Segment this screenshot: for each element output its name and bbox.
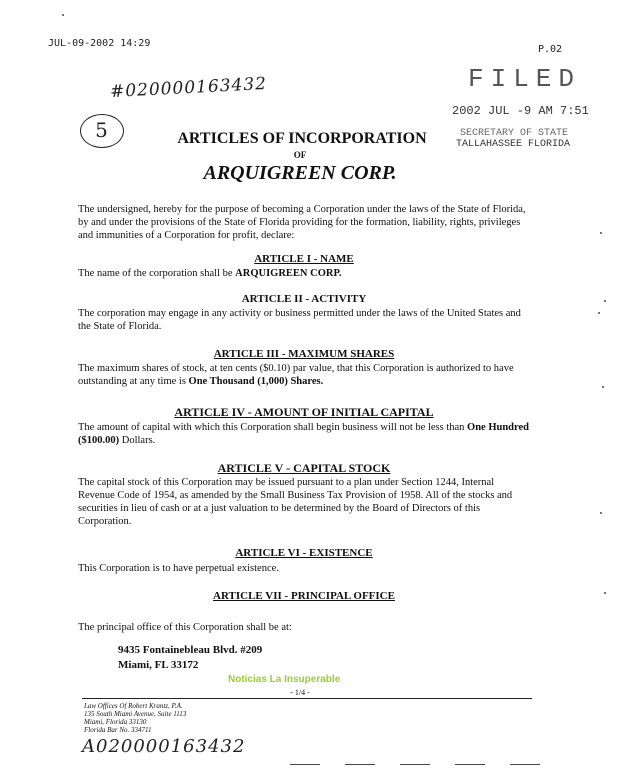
article-3-text <box>78 362 530 388</box>
scan-speck <box>604 592 606 594</box>
scan-speck <box>602 386 604 388</box>
law-office-footer <box>84 702 284 734</box>
circled-number-text: 5 <box>95 118 109 142</box>
scan-dash <box>290 764 320 765</box>
secretary-of-state-stamp: SECRETARY OF STATE <box>460 128 569 139</box>
footer-line-3: Miami, Florida 33130 <box>84 718 147 726</box>
article-5-heading: ARTICLE V - CAPITAL STOCK <box>217 461 391 475</box>
scan-speck <box>604 300 606 302</box>
article-4-heading: ARTICLE IV - AMOUNT OF INITIAL CAPITAL <box>174 405 434 419</box>
circled-number <box>80 114 124 148</box>
scan-dash <box>455 764 485 765</box>
footer-divider <box>82 698 532 699</box>
article-3-heading: ARTICLE III - MAXIMUM SHARES <box>213 348 395 360</box>
intro-paragraph: The undersigned, hereby for the purpose of becoming a Corporation under the laws of the State of Florida, by and under the provisions of the State of Florida providing for the formation, liability, rights, privileges and immunities of a Corporation for profit, declare: <box>78 204 526 241</box>
footer-line-2: 135 South Miami Avenue, Suite 1113 <box>84 710 187 718</box>
article-1-corp-name: ARQUIGREEN CORP. <box>235 268 342 279</box>
scan-speck <box>600 232 602 234</box>
scan-dash <box>345 764 375 765</box>
article-4-body: The amount of capital with which this Corporation shall begin business will not be less than <box>78 422 468 433</box>
handwritten-document-number: #020000163432 <box>109 73 268 103</box>
article-4-tail: Dollars. <box>119 435 156 446</box>
filed-stamp: FILED <box>468 64 582 94</box>
article-1-body: The name of the corporation shall be <box>78 268 236 279</box>
footer-line-4: Florida Bar No. 334711 <box>84 726 152 734</box>
article-1-text <box>78 267 530 280</box>
article-4-text <box>78 421 530 447</box>
page-number: - 1/4 - <box>290 688 310 697</box>
corporation-name-title: ARQUIGREEN CORP. <box>203 162 397 184</box>
scan-dash <box>400 764 430 765</box>
fax-date-time: JUL-09-2002 14:29 <box>48 38 151 49</box>
filed-date-stamp: 2002 JUL -9 AM 7:51 <box>452 104 589 118</box>
article-6-heading: ARTICLE VI - EXISTENCE <box>235 547 373 559</box>
address-line-2: Miami, FL 33172 <box>118 659 199 671</box>
article-3-shares: One Thousand (1,000) Shares. <box>188 376 324 387</box>
document-title: ARTICLES OF INCORPORATION <box>177 130 427 147</box>
article-1-heading: ARTICLE I - NAME <box>254 253 354 265</box>
article-2-text: The corporation may engage in any activity or business permitted under the laws of the United States and the State of Florida. <box>78 308 521 332</box>
scan-speck <box>598 312 600 314</box>
handwritten-bottom-number: A020000163432 <box>82 736 246 757</box>
title-of: OF <box>293 150 307 160</box>
footer-line-1: Law Offices Of Robert Krantz, P.A. <box>84 702 183 710</box>
article-5-text: The capital stock of this Corporation may be issued pursuant to a plan under Section 1244, Internal Revenue Code of 1954, as amended by the Small Business Tax Provision of 1958. All of the stocks and securities in lieu of cash or at a just valuation to be determined by the Board of Directors of this Corporation. <box>78 477 513 527</box>
address-line-1: 9435 Fontainebleau Blvd. #209 <box>118 644 263 656</box>
scan-speck <box>62 14 64 16</box>
article-6-text: This Corporation is to have perpetual existence. <box>78 563 279 574</box>
scan-speck <box>600 512 602 514</box>
tallahassee-stamp: TALLAHASSEE FLORIDA <box>456 139 571 150</box>
watermark-text: Noticias La Insuperable <box>228 674 341 685</box>
article-4-amount: One Hundred ($100.00) <box>78 422 529 446</box>
scan-dash <box>510 764 540 765</box>
article-2-heading: ARTICLE II - ACTIVITY <box>241 293 367 305</box>
article-7-heading: ARTICLE VII - PRINCIPAL OFFICE <box>213 590 395 602</box>
fax-page-number: P.02 <box>538 44 563 55</box>
article-3-body: The maximum shares of stock, at ten cents ($0.10) par value, that this Corporation is authorized to have outstanding at any time is <box>78 363 514 387</box>
article-7-text: The principal office of this Corporation shall be at: <box>78 622 292 633</box>
